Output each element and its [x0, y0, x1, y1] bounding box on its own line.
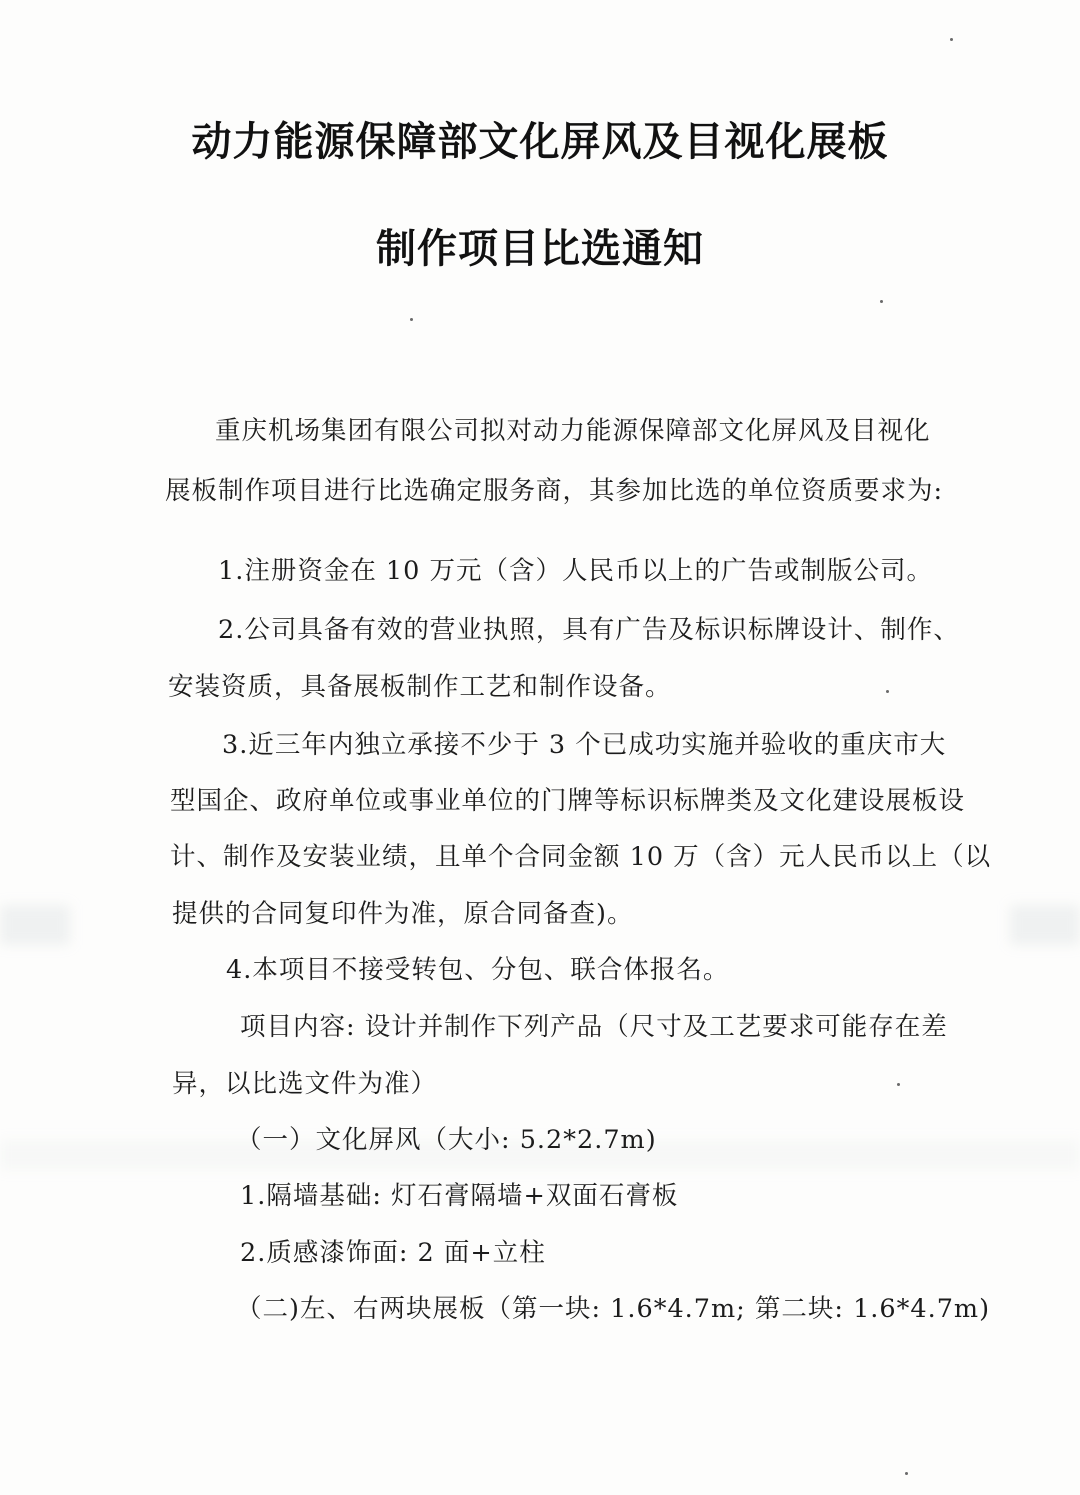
scan-speck — [905, 1472, 908, 1475]
scan-speck — [950, 38, 953, 41]
intro-line-2: 展板制作项目进行比选确定服务商，其参加比选的单位资质要求为: — [165, 476, 944, 506]
section-1-heading: （一）文化屏风（大小: 5.2*2.7m) — [236, 1125, 657, 1155]
requirement-3-line-3: 计、制作及安装业绩，且单个合同金额 10 万（含）元人民币以上（以 — [170, 842, 992, 872]
scan-speck — [410, 318, 413, 321]
requirement-2-line-2: 安装资质，具备展板制作工艺和制作设备。 — [168, 672, 672, 702]
project-content-line-1: 项目内容: 设计并制作下列产品（尺寸及工艺要求可能存在差 — [240, 1012, 948, 1042]
project-content-line-2: 异，以比选文件为准） — [172, 1069, 438, 1099]
scan-speck — [897, 1083, 900, 1086]
requirement-4: 4.本项目不接受转包、分包、联合体报名。 — [226, 955, 730, 985]
requirement-3-line-1: 3.近三年内独立承接不少于 3 个已成功实施并验收的重庆市大 — [222, 730, 947, 760]
requirement-2-line-1: 2.公司具备有效的营业执照，具有广告及标识标牌设计、制作、 — [218, 615, 960, 645]
document-title-line-1: 动力能源保障部文化屏风及目视化展板 — [191, 119, 889, 165]
section-1-item-2: 2.质感漆饰面: 2 面+立柱 — [240, 1238, 546, 1268]
intro-line-1: 重庆机场集团有限公司拟对动力能源保障部文化屏风及目视化 — [215, 416, 931, 446]
requirement-3-line-2: 型国企、政府单位或事业单位的门牌等标识标牌类及文化建设展板设 — [170, 786, 966, 816]
scan-smudge — [0, 905, 70, 945]
requirement-1: 1.注册资金在 10 万元（含）人民币以上的广告或制版公司。 — [218, 556, 933, 586]
scan-speck — [880, 300, 883, 303]
requirement-3-line-4: 提供的合同复印件为准，原合同备查)。 — [172, 899, 634, 929]
scan-smudge — [1010, 905, 1080, 945]
document-title-line-2: 制作项目比选通知 — [376, 226, 704, 272]
section-1-item-1: 1.隔墙基础: 灯石膏隔墙+双面石膏板 — [240, 1181, 679, 1211]
section-2-heading: （二)左、右两块展板（第一块: 1.6*4.7m; 第二块: 1.6*4.7m) — [236, 1294, 991, 1324]
scan-speck — [886, 690, 889, 693]
